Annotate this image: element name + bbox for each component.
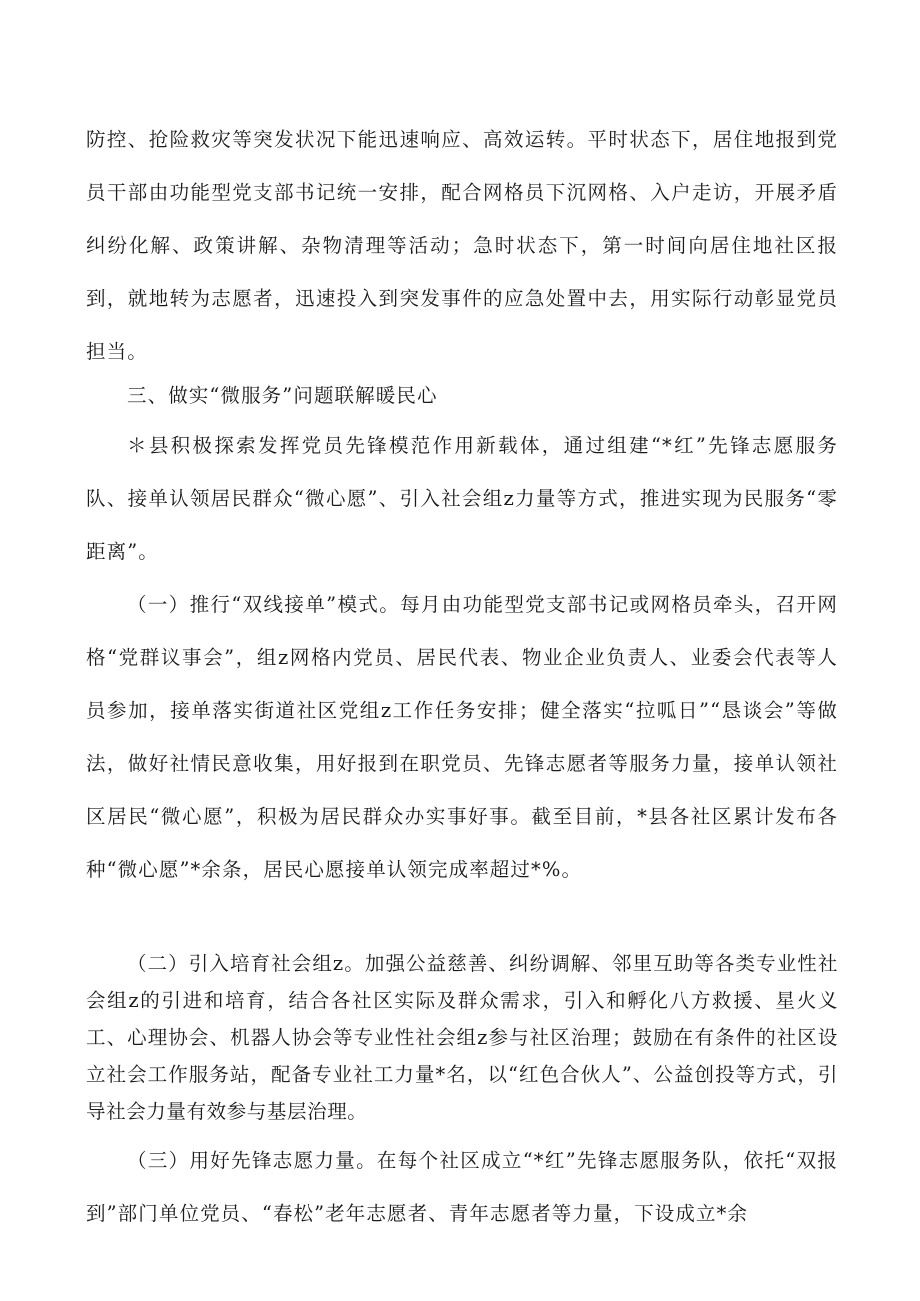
body-paragraph: （三）用好先锋志愿力量。在每个社区成立“*红”先锋志愿服务队，依托“双报到”部门单位党员、“春松”老年志愿者、青年志愿者等力量，下设成立*余: [86, 1149, 838, 1225]
body-paragraph: （二）引入培育社会组z。加强公益慈善、纠纷调解、邻里互助等各类专业性社会组z的引进和培育，结合各社区实际及群众需求，引入和孵化八方救援、星火义工、心理协会、机器人协会等专业性社会组z参与社区治理；鼓励在有条件的社区设立社会工作服务站，配备专业社工力量*名，以“红色合伙人”、公益创投等方式，引导社会力量有效参与基层治理。: [86, 952, 838, 1123]
body-paragraph: ＊县积极探索发挥党员先锋模范作用新载体，通过组建“*红”先锋志愿服务队、接单认领居民群众“微心愿”、引入社会组z力量等方式，推进实现为民服务“零距离”。: [86, 434, 838, 563]
section-heading: 三、做实“微服务”问题联解暖民心: [127, 384, 438, 407]
body-paragraph: 防控、抢险救灾等突发状况下能迅速响应、高效运转。平时状态下，居住地报到党员干部由功能型党支部书记统一安排，配合网格员下沉网格、入户走访，开展矛盾纠纷化解、政策讲解、杂物清理等活动；急时状态下，第一时间向居住地社区报到，就地转为志愿者，迅速投入到突发事件的应急处置中去，用实际行动彰显党员担当。: [86, 128, 838, 363]
body-paragraph: （一）推行“双线接单”模式。每月由功能型党支部书记或网格员牵头，召开网格“党群议事会”，组z网格内党员、居民代表、物业企业负责人、业委会代表等人员参加，接单落实街道社区党组z工作任务安排；健全落实“拉呱日”“恳谈会”等做法，做好社情民意收集，用好报到在职党员、先锋志愿者等服务力量，接单认领社区居民“微心愿”，积极为居民群众办实事好事。截至目前，*县各社区累计发布各种“微心愿”*余条，居民心愿接单认领完成率超过*%。: [86, 593, 838, 881]
